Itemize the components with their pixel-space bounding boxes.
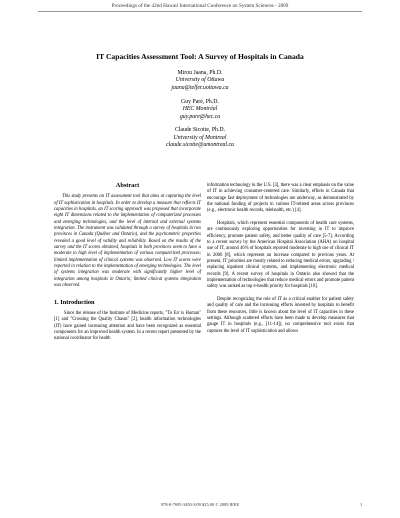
author-name: Guy Paré, Ph.D. bbox=[181, 98, 219, 105]
author-1 bbox=[100, 70, 300, 92]
author-email: claude.sicotte@umontreal.ca bbox=[166, 142, 234, 149]
left-column bbox=[54, 183, 201, 349]
abstract-section bbox=[54, 183, 201, 290]
author-email: jaana@telfer.uottawa.ca bbox=[171, 84, 229, 91]
author-2 bbox=[100, 99, 300, 121]
author-affiliation: HEC Montréal bbox=[182, 106, 218, 113]
introduction-section bbox=[54, 300, 201, 343]
author-affiliation: University of Ottawa bbox=[175, 77, 225, 84]
author-email: guy.pare@hec.ca bbox=[179, 113, 221, 120]
body-paragraph: Hospitals, which represent essential components of health care systems, are continuously exploring opportunities for investing in IT to improve efficiency, promote patient safety, and better quality of care [5-7]. According to a recent survey by the American Hospital Association (AHA) on hospital use of IT, around 46% of hospitals reported moderate to high use of clinical IT in 2006 [8], which represent an increase compared to previous years. At present, IT priorities are mostly related to reducing medical errors, upgrading / replacing inpatient clinical systems, and implementing electronic medical records [9]. A recent survey of hospitals in Ontario also showed that the implementation of technologies that reduce medical errors and promote patient safety was ranked as top e-health priority for hospitals [10]. bbox=[207, 221, 354, 290]
introduction-paragraph: Since the release of the Institute of Medicine reports, "To Err is Human" [1] and "Crossing the Quality Chasm" [2], health information technologies (IT) have gained increasing attention and have been recognized as essential components for an improved health system. In a recent report presented by the national coordinator for health bbox=[54, 310, 201, 342]
header-rule bbox=[38, 11, 362, 12]
author-name: Mirou Jaana, Ph.D. bbox=[177, 70, 223, 76]
paper-title: IT Capacities Assessment Tool: A Survey of Hospitals in Canada bbox=[96, 52, 304, 61]
introduction-heading: 1. Introduction bbox=[54, 298, 95, 306]
copyright-footer: 978-0-7695-3450-3/09 $25.00 © 2009 IEEE bbox=[160, 502, 240, 507]
author-affiliation: University of Montreal bbox=[173, 134, 227, 141]
author-block bbox=[100, 70, 300, 156]
page-number: 1 bbox=[360, 502, 363, 507]
author-name: Claude Sicotte, Ph.D. bbox=[174, 127, 226, 134]
right-column bbox=[207, 183, 354, 341]
abstract-text: This study presents an IT assessment tool that aims at capturing the level of IT sophistication in hospitals. In order to develop a measure that reflects IT capacities in hospitals, an IT scoring approach was proposed that incorporate eight IT dimensions related to the implementation of computerized processes and emerging technologies, and the level of internal and external systems integration. The instrument was validated through a survey of hospitals in two provinces in Canada (Québec and Ontario), and the psychometric properties revealed a good level of validity and reliability. Based on the results of the survey and the IT scores obtained, hospitals in both provinces seem to have a moderate to high level of implementation of various computerized processes; limited implementation of clinical systems was observed. Low IT scores were reported in relation to the implementation of emerging technologies. The level of systems integration was moderate with significantly higher level of integration among hospitals in Ontario; limited clinical systems integration was observed. bbox=[54, 194, 201, 289]
running-head: Proceedings of the 42nd Hawaii International Conference on System Sciences - 2009 bbox=[111, 3, 289, 9]
body-paragraph: Despite recognizing the role of IT as a critical enabler for patient safety and quality of care and the increasing efforts invested by hospitals to benefit from these resources, little is known about the level of IT capacities in these settings. Although scattered efforts have been made to develop measures that gauge IT in hospitals (e.g., [11-14]), no comprehensive tool exists that captures the level of IT sophistication and allows bbox=[207, 297, 354, 334]
author-3 bbox=[100, 127, 300, 149]
body-paragraph: information technology in the U.S. [3], there was a clear emphasis on the value of IT in achieving consumer-centered care. Similarly, efforts in Canada that encourage fast deployment of technologies are underway, as demonstrated by the national funding of projects in various IT-related areas across provinces (e.g., electronic health records, telehealth, etc.) [4]. bbox=[207, 183, 354, 214]
abstract-heading: Abstract bbox=[115, 182, 140, 189]
